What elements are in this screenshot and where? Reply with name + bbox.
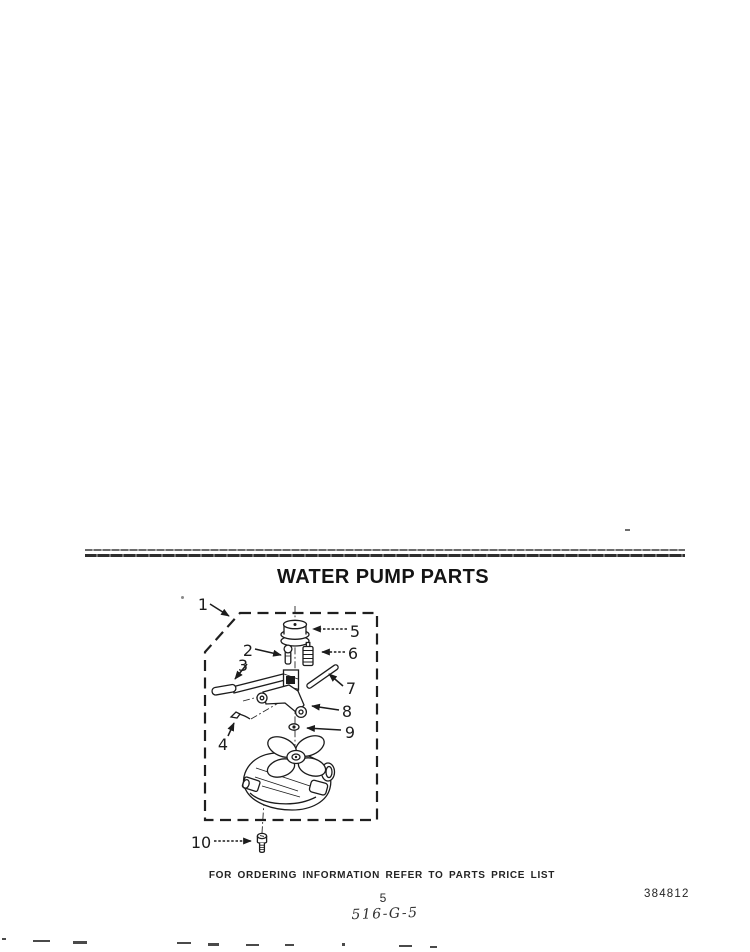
scan-mark bbox=[33, 940, 50, 942]
scan-mark bbox=[2, 938, 6, 940]
shaft-pin bbox=[284, 645, 292, 664]
horizontal-rule bbox=[85, 549, 685, 551]
scan-mark bbox=[73, 941, 87, 944]
scan-mark bbox=[208, 943, 219, 946]
page-number: 5 bbox=[379, 891, 387, 905]
callout-5: 5 bbox=[349, 622, 361, 641]
scan-mark bbox=[625, 529, 630, 531]
pump-pulley bbox=[281, 620, 309, 646]
callout-4: 4 bbox=[217, 735, 229, 754]
scan-mark bbox=[246, 944, 259, 946]
scan-mark bbox=[177, 942, 191, 944]
scan-mark bbox=[399, 945, 412, 947]
horizontal-rule bbox=[85, 554, 685, 557]
callout-7: 7 bbox=[345, 679, 357, 698]
callout-1: 1 bbox=[197, 595, 209, 614]
callout-2: 2 bbox=[242, 641, 254, 660]
link-rod bbox=[306, 664, 339, 689]
page-title: WATER PUMP PARTS bbox=[277, 566, 489, 588]
callout-8: 8 bbox=[341, 702, 353, 721]
scan-mark bbox=[430, 946, 437, 948]
callout-9: 9 bbox=[344, 723, 356, 742]
ordering-information-note: FOR ORDERING INFORMATION REFER TO PARTS PRICE LIST bbox=[208, 870, 556, 881]
callout-6: 6 bbox=[347, 644, 359, 663]
mounting-screw bbox=[257, 833, 266, 852]
callout-3: 3 bbox=[237, 656, 249, 675]
ribbed-bushing bbox=[303, 643, 313, 666]
scan-mark bbox=[181, 596, 184, 599]
handwritten-code: 516-G-5 bbox=[351, 904, 419, 924]
scan-mark bbox=[342, 943, 345, 946]
washer bbox=[289, 724, 299, 730]
water-pump-exploded-diagram bbox=[185, 592, 385, 860]
callout-10: 10 bbox=[190, 833, 212, 852]
retainer-clip bbox=[231, 712, 250, 719]
document-number: 384812 bbox=[644, 888, 690, 900]
scan-mark bbox=[285, 944, 294, 946]
